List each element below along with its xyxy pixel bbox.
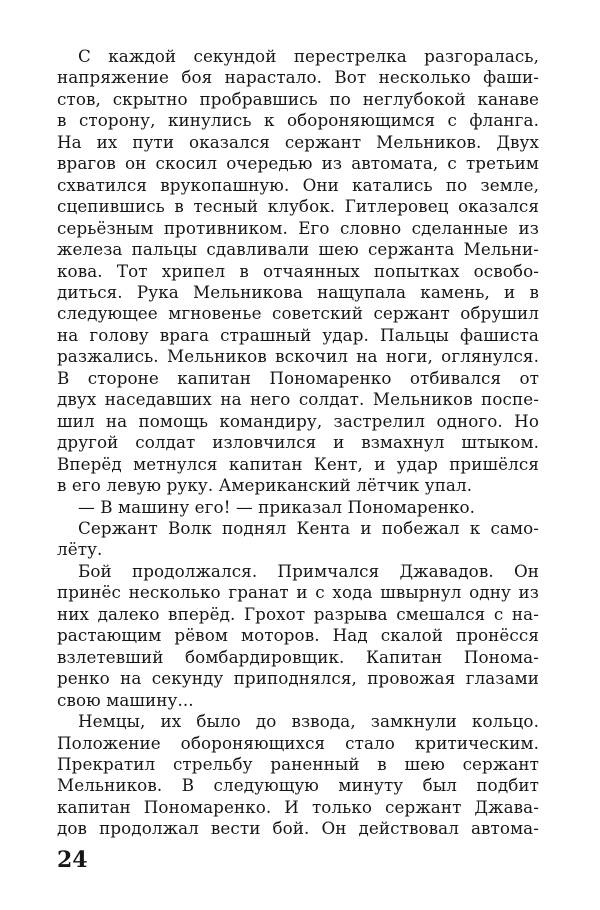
text-line: стов, скрытно пробравшись по неглубокой канаве	[57, 88, 539, 109]
text-line: кова. Тот хрипел в отчаянных попытках освобо-	[57, 260, 539, 281]
text-line: двух наседавших на него солдат. Мельников поспе-	[57, 389, 539, 410]
text-line: принёс несколько гранат и с хода швырнул одну из	[57, 582, 539, 603]
text-line: разжались. Мельников вскочил на ноги, оглянулся.	[57, 346, 539, 367]
text-line: На их пути оказался сержант Мельников. Двух	[57, 131, 539, 152]
text-line: Мельников. В следующую минуту был подбит	[57, 775, 539, 796]
text-line: серьёзным противником. Его словно сделанные из	[57, 217, 539, 238]
text-line: лёту.	[57, 539, 103, 560]
text-line: следующее мгновенье советский сержант обрушил	[57, 303, 539, 324]
text-line: дов продолжал вести бой. Он действовал автома-	[57, 818, 539, 839]
text-line: Немцы, их было до взвода, замкнули кольцо.	[78, 711, 539, 732]
text-line: ренко на секунду приподнялся, провожая глазами	[57, 668, 539, 689]
text-line: железа пальцы сдавливали шею сержанта Мельни-	[57, 239, 539, 260]
text-line: схватился врукопашную. Они катались по земле,	[57, 174, 539, 195]
text-line: в его левую руку. Американский лётчик упал.	[57, 475, 473, 496]
text-line: Вперёд метнулся капитан Кент, и удар пришёлся	[57, 453, 539, 474]
text-line: свою машину...	[57, 689, 194, 710]
text-line: — В машину его! — приказал Пономаренко.	[78, 496, 476, 517]
text-line: шил на помощь командиру, застрелил одного. Но	[57, 410, 539, 431]
text-line: Сержант Волк поднял Кента и побежал к само-	[78, 517, 539, 538]
text-line: напряжение боя нарастало. Вот несколько фаши-	[57, 67, 539, 88]
text-line: С каждой секундой перестрелка разгоралась,	[78, 46, 539, 66]
text-line: взлетевший бомбардировщик. Капитан Пономa-	[57, 646, 539, 667]
text-line: врагов он скосил очередью из автомата, с третьим	[57, 153, 539, 174]
page-body-text	[57, 46, 539, 840]
text-line: растающим рёвом моторов. Над скалой пронёсся	[57, 625, 539, 646]
page-number: 24	[57, 847, 88, 873]
text-line: другой солдат изловчился и взмахнул штыком.	[57, 432, 539, 453]
text-line: капитан Пономаренко. И только сержант Джава-	[57, 796, 539, 817]
text-line: сцепившись в тесный клубок. Гитлеровец оказался	[57, 196, 539, 217]
text-line: на голову врага страшный удар. Пальцы фашиста	[57, 324, 539, 345]
text-line: Бой продолжался. Примчался Джавадов. Он	[78, 560, 539, 581]
text-line: в сторону, кинулись к обороняющимся с фланга.	[57, 110, 539, 131]
text-line: В стороне капитан Пономаренко отбивался от	[57, 367, 539, 388]
text-line: Прекратил стрельбу раненный в шею сержант	[57, 753, 539, 774]
text-line: Положение обороняющихся стало критическим.	[57, 732, 539, 753]
text-line: них далеко вперёд. Грохот разрыва смешался с на-	[57, 603, 539, 624]
text-line: диться. Рука Мельникова нащупала камень, и в	[57, 281, 539, 302]
